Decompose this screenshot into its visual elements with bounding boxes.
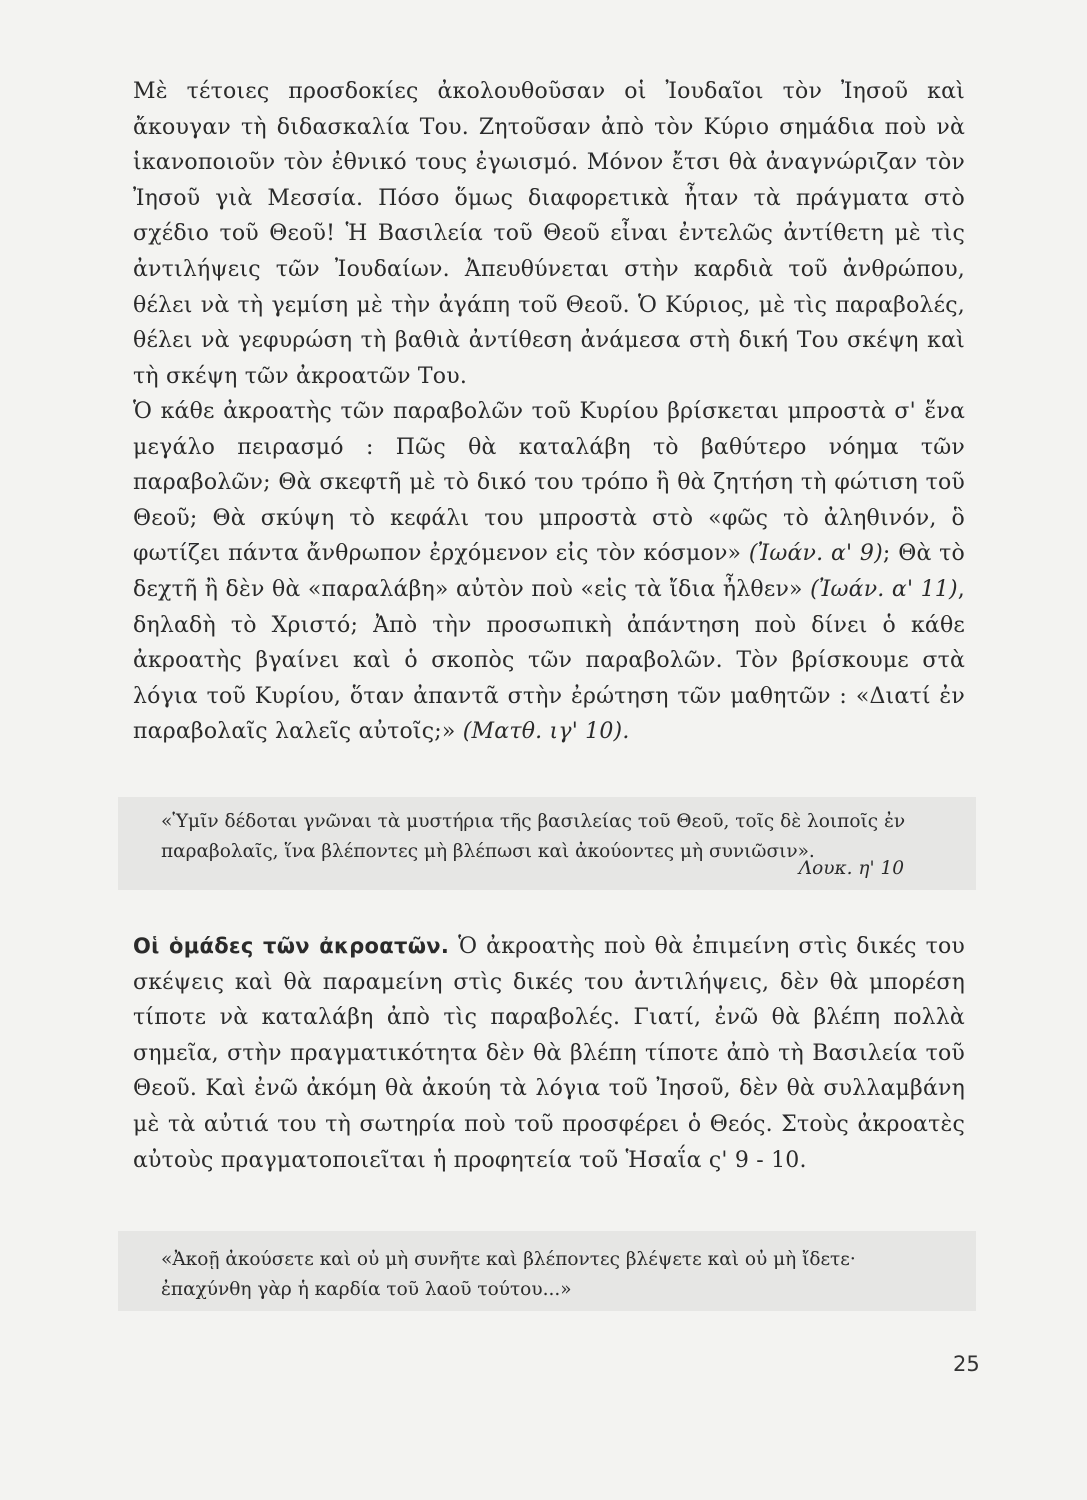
- prophecy-quote-box: [118, 1231, 976, 1311]
- quote-text: «Ἀκοῇ ἀκούσετε καὶ οὐ μὴ συνῆτε καὶ βλέποντες βλέψετε καὶ οὐ μὴ ἴδετε· ἐπαχύνθη γὰρ ἡ καρδία τοῦ λαοῦ τούτου...»: [161, 1249, 856, 1300]
- scripture-reference: (Ματθ. ιγ' 10).: [462, 719, 630, 745]
- scripture-reference: (Ἰωάν. α' 11): [810, 576, 958, 602]
- scripture-quote-box: [118, 797, 976, 890]
- page-number: 25: [953, 1352, 980, 1376]
- paragraph-listener-temptation: [133, 394, 965, 750]
- paragraph-text: ; Θὰ τὸ δεχτῆ ἢ δὲν θὰ «παραλάβη» αὐτὸν ποὺ «εἰς τὰ ἴδια ἦλθεν»: [133, 541, 965, 602]
- section-heading: Οἱ ὁμάδες τῶν ἀκροατῶν.: [133, 934, 450, 958]
- paragraph-text: Ὁ κάθε ἀκροατὴς τῶν παραβολῶν τοῦ Κυρίου βρίσκεται μπροστὰ σ' ἕνα μεγάλο πειρασμό : Πῶς θὰ καταλάβη τὸ βαθύτερο νόημα τῶν παραβολῶν; Θὰ σκεφτῆ μὲ τὸ δικό του τρόπο ἢ θὰ ζητήση τὴ φώτιση τοῦ Θεοῦ; Θὰ σκύψη τὸ κεφάλι του μπροστὰ στὸ «φῶς τὸ ἀληθινόν, ὃ φωτίζει πάντα ἄνθρωπον ἐρχόμενον εἰς τὸν κόσμον»: [133, 399, 965, 567]
- quote-reference: Λουκ. η' 10: [798, 858, 904, 879]
- paragraph-intro: Μὲ τέτοιες προσδοκίες ἀκολουθοῦσαν οἱ Ἰουδαῖοι τὸν Ἰησοῦ καὶ ἄκουγαν τὴ διδασκαλία Του. Ζητοῦσαν ἀπὸ τὸν Κύριο σημάδια ποὺ νὰ ἱκανοποιοῦν τὸν ἐθνικό τους ἐγωισμό. Μόνον ἔτσι θὰ ἀναγνώριζαν τὸν Ἰησοῦ γιὰ Μεσσία. Πόσο ὅμως διαφορετικὰ ἦταν τὰ πράγματα στὸ σχέδιο τοῦ Θεοῦ! Ἡ Βασιλεία τοῦ Θεοῦ εἶναι ἐντελῶς ἀντίθετη μὲ τὶς ἀντιλήψεις τῶν Ἰουδαίων. Ἀπευθύνεται στὴν καρδιὰ τοῦ ἀνθρώπου, θέλει νὰ τὴ γεμίση μὲ τὴν ἀγάπη τοῦ Θεοῦ. Ὁ Κύριος, μὲ τὶς παραβολές, θέλει νὰ γεφυρώση τὴ βαθιὰ ἀντίθεση ἀνάμεσα στὴ δική Του σκέψη καὶ τὴ σκέψη τῶν ἀκροατῶν Του.: [133, 79, 965, 389]
- paragraph-listener-groups: [133, 929, 965, 1178]
- paragraph-text: , δηλαδὴ τὸ Χριστό; Ἀπὸ τὴν προσωπικὴ ἀπάντηση ποὺ δίνει ὁ κάθε ἀκροατὴς βγαίνει καὶ ὁ σκοπὸς τῶν παραβολῶν. Τὸν βρίσκουμε στὰ λόγια τοῦ Κυρίου, ὅταν ἀπαντᾶ στὴν ἐρώτηση τῶν μαθητῶν : «Διατί ἐν παραβολαῖς λαλεῖς αὐτοῖς;»: [133, 576, 965, 745]
- scripture-reference: (Ἰωάν. α' 9): [748, 541, 883, 567]
- paragraph-text: Ὁ ἀκροατὴς ποὺ θὰ ἐπιμείνη στὶς δικές του σκέψεις καὶ θὰ παραμείνη στὶς δικές του ἀντιλήψεις, δὲν θὰ μπορέση τίποτε νὰ καταλάβη ἀπὸ τὶς παραβολές. Γιατί, ἐνῶ θὰ βλέπη πολλὰ σημεῖα, στὴν πραγματικότητα δὲν θὰ βλέπη τίποτε ἀπὸ τὴ Βασιλεία τοῦ Θεοῦ. Καὶ ἐνῶ ἀκόμη θὰ ἀκούη τὰ λόγια τοῦ Ἰησοῦ, δὲν θὰ συλλαμβάνη μὲ τὰ αὐτιά του τὴ σωτηρία ποὺ τοῦ προσφέρει ὁ Θεός. Στοὺς ἀκροατὲς αὐτοὺς πραγματοποιεῖται ἡ προφητεία τοῦ Ἡσαΐα ς' 9 - 10.: [133, 934, 965, 1173]
- quote-text: «Ὑμῖν δέδοται γνῶναι τὰ μυστήρια τῆς βασιλείας τοῦ Θεοῦ, τοῖς δὲ λοιποῖς ἐν παραβολαῖς, ἵνα βλέποντες μὴ βλέπωσι καὶ ἀκούοντες μὴ συνιῶσιν».: [161, 811, 906, 862]
